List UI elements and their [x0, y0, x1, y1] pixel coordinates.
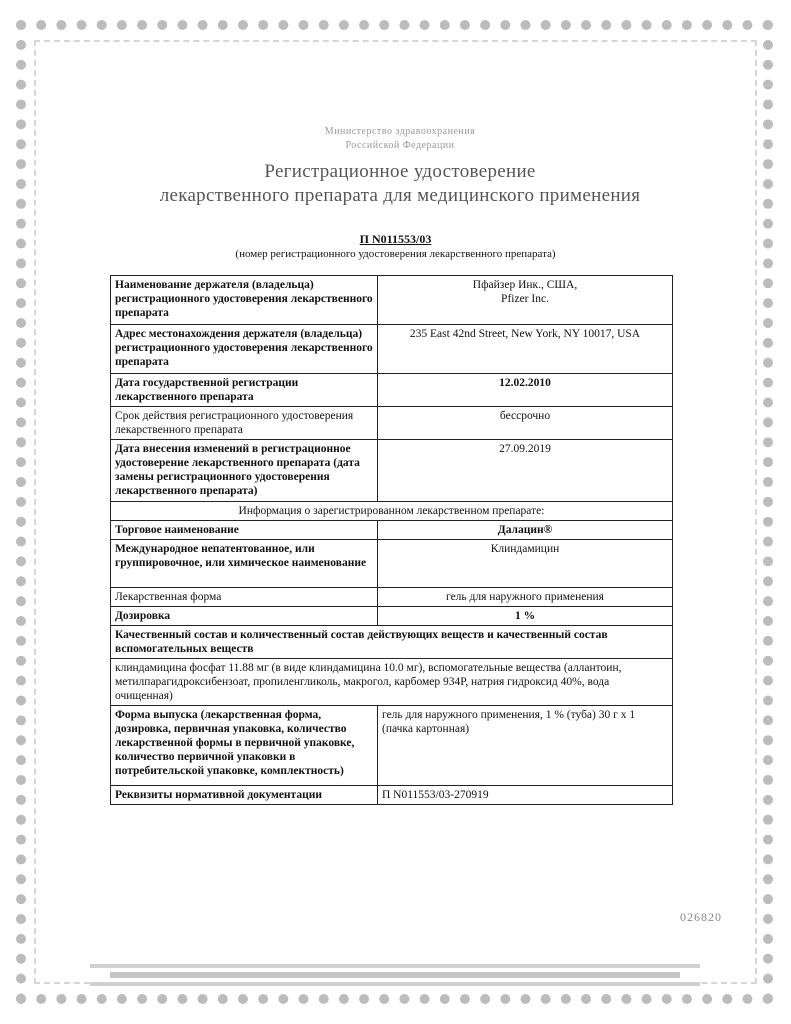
- normative-docs-value: П N011553/03-270919: [378, 786, 673, 805]
- row-inn: [111, 540, 673, 588]
- validity-label: Срок действия регистрационного удостоверения лекарственного препарата: [111, 407, 378, 440]
- ministry-line-2: Российской Федерации: [345, 140, 455, 151]
- security-microtext-band: [90, 960, 700, 990]
- dosage-label: Дозировка: [111, 607, 378, 626]
- dosage-form-label: Лекарственная форма: [111, 588, 378, 607]
- holder-value-en: Pfizer Inc.: [501, 293, 549, 305]
- info-header: Информация о зарегистрированном лекарственном препарате:: [111, 502, 673, 521]
- row-trade-name: [111, 521, 673, 540]
- title-line-1: Регистрационное удостоверение: [264, 161, 536, 182]
- holder-label: Наименование держателя (владельца) регистрационного удостоверения лекарственного препарата: [111, 276, 378, 325]
- address-value: 235 East 42nd Street, New York, NY 10017, USA: [378, 325, 673, 374]
- changes-date-value: 27.09.2019: [378, 440, 673, 502]
- holder-value-ru: Пфайзер Инк., США,: [472, 279, 578, 291]
- row-changes-date: [111, 440, 673, 502]
- release-form-label: Форма выпуска (лекарственная форма, дозировка, первичная упаковка, количество лекарственной формы в первичной упаковке, количество первичной упаковки в потребительской упаковке, комплектность): [111, 706, 378, 786]
- composition-header: Качественный состав и количественный состав действующих веществ и качественный состав вспомогательных веществ: [111, 626, 673, 659]
- row-holder: [111, 276, 673, 325]
- address-label: Адрес местонахождения держателя (владельца) регистрационного удостоверения лекарственного препарата: [111, 325, 378, 374]
- registration-date-value: 12.02.2010: [378, 374, 673, 407]
- row-normative-docs: [111, 786, 673, 805]
- changes-date-label: Дата внесения изменений в регистрационное удостоверение лекарственного препарата (дата замены регистрационного удостоверения лекарственного препарата): [111, 440, 378, 502]
- validity-value: бессрочно: [378, 407, 673, 440]
- composition-text: клиндамицина фосфат 11.88 мг (в виде клиндамицина 10.0 мг), вспомогательные вещества (аллантоин, метилпарагидроксибензоат, пропиленгликоль, макрогол, карбомер 934Р, натрия гидроксид 40%, вода очищенная): [111, 659, 673, 706]
- registration-number-caption: (номер регистрационного удостоверения лекарственного препарата): [235, 248, 556, 260]
- ministry-line-1: Министерство здравоохранения: [324, 126, 476, 137]
- registration-date-label: Дата государственной регистрации лекарственного препарата: [111, 374, 378, 407]
- trade-name-value: Далацин®: [378, 521, 673, 540]
- holder-value: [378, 276, 673, 325]
- form-serial-number: 026820: [680, 910, 722, 924]
- row-validity: [111, 407, 673, 440]
- title-line-2: лекарственного препарата для медицинского применения: [159, 185, 641, 206]
- inn-value: Клиндамицин: [378, 540, 673, 588]
- inn-label: Международное непатентованное, или группировочное, или химическое наименование: [111, 540, 378, 588]
- normative-docs-label: Реквизиты нормативной документации: [111, 786, 378, 805]
- document-title: [100, 160, 700, 208]
- dosage-form-value: гель для наружного применения: [378, 588, 673, 607]
- row-composition-text: [111, 659, 673, 706]
- row-registration-date: [111, 374, 673, 407]
- registration-number: П N011553/03: [359, 232, 432, 246]
- row-release-form: [111, 706, 673, 786]
- row-composition-header: [111, 626, 673, 659]
- registration-number-block: [150, 232, 641, 262]
- release-form-value: гель для наружного применения, 1 % (туба) 30 г x 1 (пачка картонная): [378, 706, 673, 786]
- trade-name-label: Торговое наименование: [111, 521, 378, 540]
- dosage-value: 1 %: [378, 607, 673, 626]
- row-address: [111, 325, 673, 374]
- ministry-header: [200, 125, 600, 153]
- row-dosage: [111, 607, 673, 626]
- certificate-table: [110, 275, 673, 805]
- row-info-header: [111, 502, 673, 521]
- row-dosage-form: [111, 588, 673, 607]
